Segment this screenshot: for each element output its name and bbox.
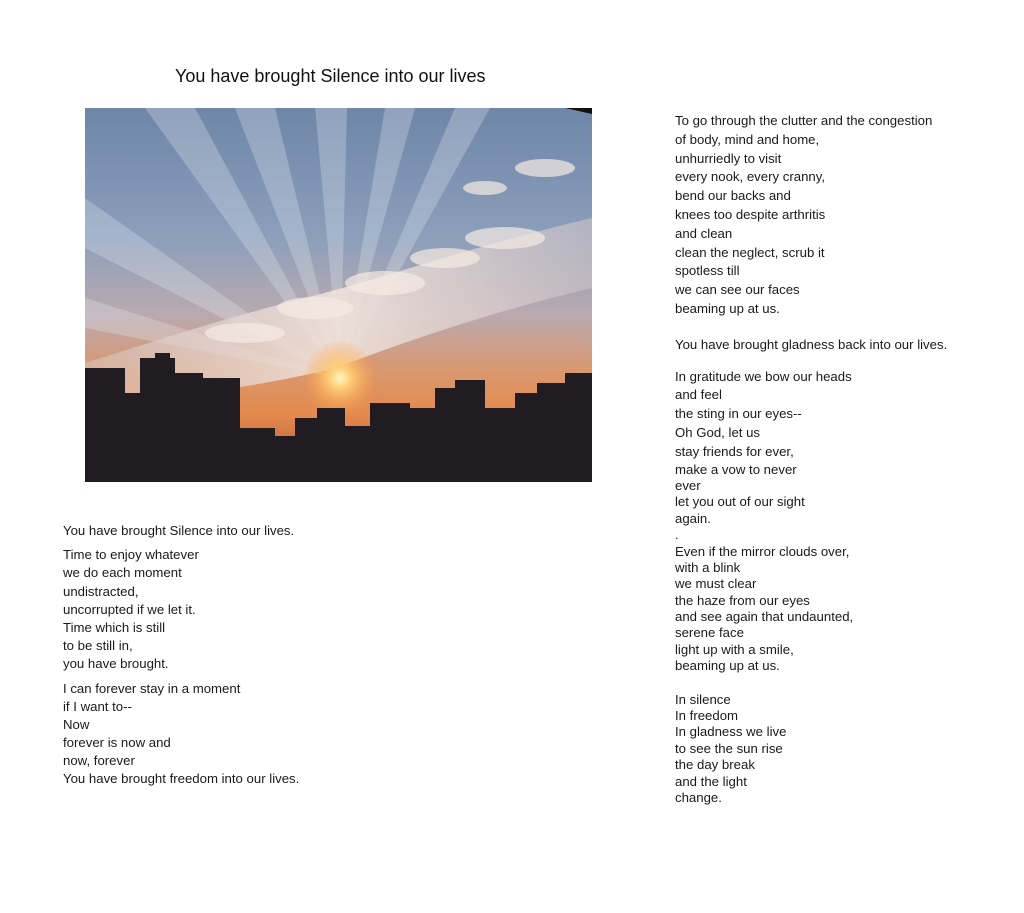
poem-line: beaming up at us. bbox=[675, 300, 780, 316]
poem-line: undistracted, bbox=[63, 583, 139, 599]
poem-line: You have brought gladness back into our lives. bbox=[675, 336, 948, 352]
poem-line: you have brought. bbox=[63, 656, 169, 672]
poem-line: knees too despite arthritis bbox=[675, 206, 826, 222]
right-stanza-3 bbox=[675, 368, 947, 462]
poem-line: . bbox=[675, 527, 679, 543]
poem-line: ever bbox=[675, 477, 701, 493]
right-poem-column bbox=[675, 112, 947, 806]
poem-line: You have brought Silence into our lives. bbox=[63, 523, 295, 538]
poem-line: let you out of our sight bbox=[675, 494, 805, 510]
left-poem-column bbox=[63, 522, 299, 789]
poem-line: the day break bbox=[675, 757, 755, 773]
poem-line: again. bbox=[675, 510, 711, 526]
right-stanza-1 bbox=[675, 112, 947, 319]
poem-line: we do each moment bbox=[63, 565, 182, 581]
page-title: You have brought Silence into our lives bbox=[175, 66, 486, 86]
poem-line: You have brought freedom into our lives. bbox=[63, 771, 300, 787]
poem-line: beaming up at us. bbox=[675, 658, 780, 674]
poem-line: serene face bbox=[675, 625, 744, 641]
poem-line: and see again that undaunted, bbox=[675, 609, 854, 625]
poem-line: to see the sun rise bbox=[675, 740, 783, 756]
poem-line: clean the neglect, scrub it bbox=[675, 244, 825, 260]
poem-line: Time which is still bbox=[63, 619, 166, 635]
right-stanza-4 bbox=[675, 692, 947, 807]
poem-line: In freedom bbox=[675, 708, 739, 724]
poem-line: light up with a smile, bbox=[675, 641, 794, 657]
poem-line: and clean bbox=[675, 225, 733, 241]
left-stanza-3 bbox=[63, 680, 299, 789]
poem-line: In silence bbox=[675, 691, 731, 707]
poem-line: the sting in our eyes-- bbox=[675, 406, 802, 422]
poem-line: Even if the mirror clouds over, bbox=[675, 543, 850, 559]
poem-line: Oh God, let us bbox=[675, 424, 761, 440]
poem-line: uncorrupted if we let it. bbox=[63, 601, 196, 617]
poem-line: bend our backs and bbox=[675, 188, 791, 204]
poem-line: Time to enjoy whatever bbox=[63, 547, 199, 563]
poem-line: unhurriedly to visit bbox=[675, 150, 782, 166]
poem-line: forever is now and bbox=[63, 735, 171, 751]
poem-line: spotless till bbox=[675, 263, 740, 279]
poem-line: and the light bbox=[675, 773, 747, 789]
left-stanza-2 bbox=[63, 546, 299, 673]
poem-line: In gratitude we bow our heads bbox=[675, 368, 852, 384]
sunset-cityscape-photo bbox=[85, 108, 592, 482]
poem-line: the haze from our eyes bbox=[675, 592, 810, 608]
left-stanza-1 bbox=[63, 522, 299, 540]
poem-line: of body, mind and home, bbox=[675, 131, 820, 147]
poem-line: with a blink bbox=[675, 559, 741, 575]
poem-line: Now bbox=[63, 716, 90, 732]
poem-line: and feel bbox=[675, 387, 722, 403]
poem-line: In gladness we live bbox=[675, 724, 787, 740]
poem-line: we can see our faces bbox=[675, 282, 800, 298]
poem-line: make a vow to never bbox=[675, 461, 797, 477]
poem-line: now, forever bbox=[63, 753, 135, 769]
poem-line: change. bbox=[675, 789, 722, 805]
right-stanza-2 bbox=[675, 336, 947, 355]
poem-line: we must clear bbox=[675, 576, 757, 592]
poem-line: To go through the clutter and the congestion bbox=[675, 113, 933, 128]
poem-line: to be still in, bbox=[63, 638, 133, 654]
poem-line: I can forever stay in a moment bbox=[63, 680, 241, 696]
right-stanza-3-continued bbox=[675, 462, 947, 675]
poem-line: stay friends for ever, bbox=[675, 443, 794, 459]
poem-line: if I want to-- bbox=[63, 698, 132, 714]
poem-line: every nook, every cranny, bbox=[675, 169, 826, 185]
